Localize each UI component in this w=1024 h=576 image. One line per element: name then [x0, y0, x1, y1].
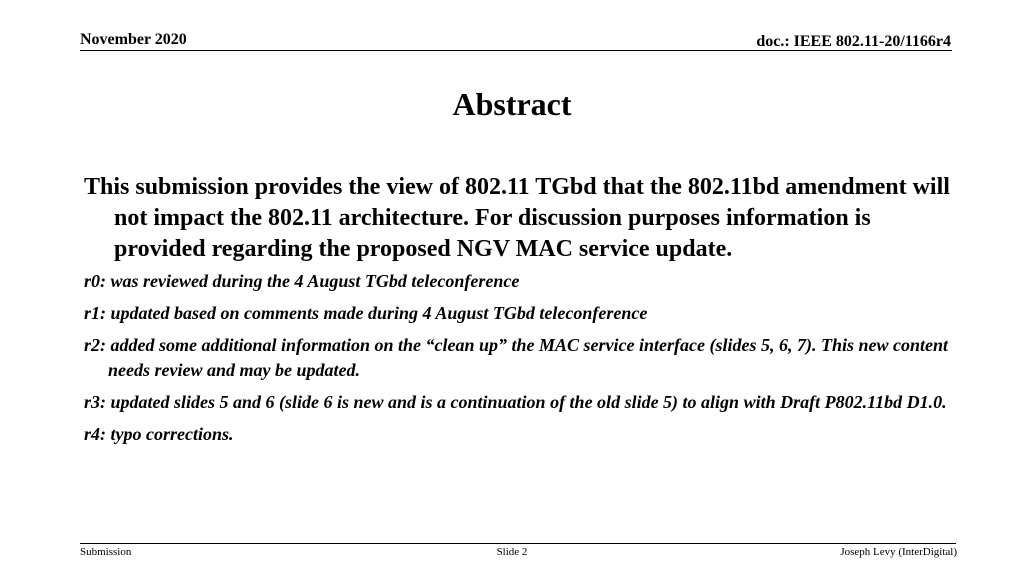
revision-note-r0: r0: was reviewed during the 4 August TGbd teleconference — [84, 271, 520, 291]
footer-author: Joseph Levy (InterDigital) — [840, 546, 957, 558]
header-doc-id: doc.: IEEE 802.11-20/1166r4 — [756, 33, 951, 50]
slide-title: Abstract — [452, 86, 572, 122]
revision-note-r3: r3: updated slides 5 and 6 (slide 6 is new and is a continuation of the old slide 5) to align with Draft P802.11bd D1.0. — [84, 392, 947, 412]
footer-divider — [80, 543, 956, 544]
revision-note-r4: r4: typo corrections. — [84, 424, 234, 444]
footer-submission: Submission — [80, 546, 132, 558]
header-divider — [80, 50, 952, 51]
summary-paragraph: This submission provides the view of 802.11 TGbd that the 802.11bd amendment will not impact the 802.11 architecture. For discussion purposes information is provided regarding the proposed NGV MAC service update. — [84, 174, 950, 262]
revision-note-r2: r2: added some additional information on the “clean up” the MAC service interface (slides 5, 6, 7). This new content needs review and may be updated. — [84, 335, 949, 380]
slide-body — [84, 172, 964, 454]
revision-note-r1: r1: updated based on comments made during 4 August TGbd teleconference — [84, 303, 648, 323]
footer-slide-number: Slide 2 — [496, 546, 528, 558]
header-date: November 2020 — [80, 31, 187, 48]
